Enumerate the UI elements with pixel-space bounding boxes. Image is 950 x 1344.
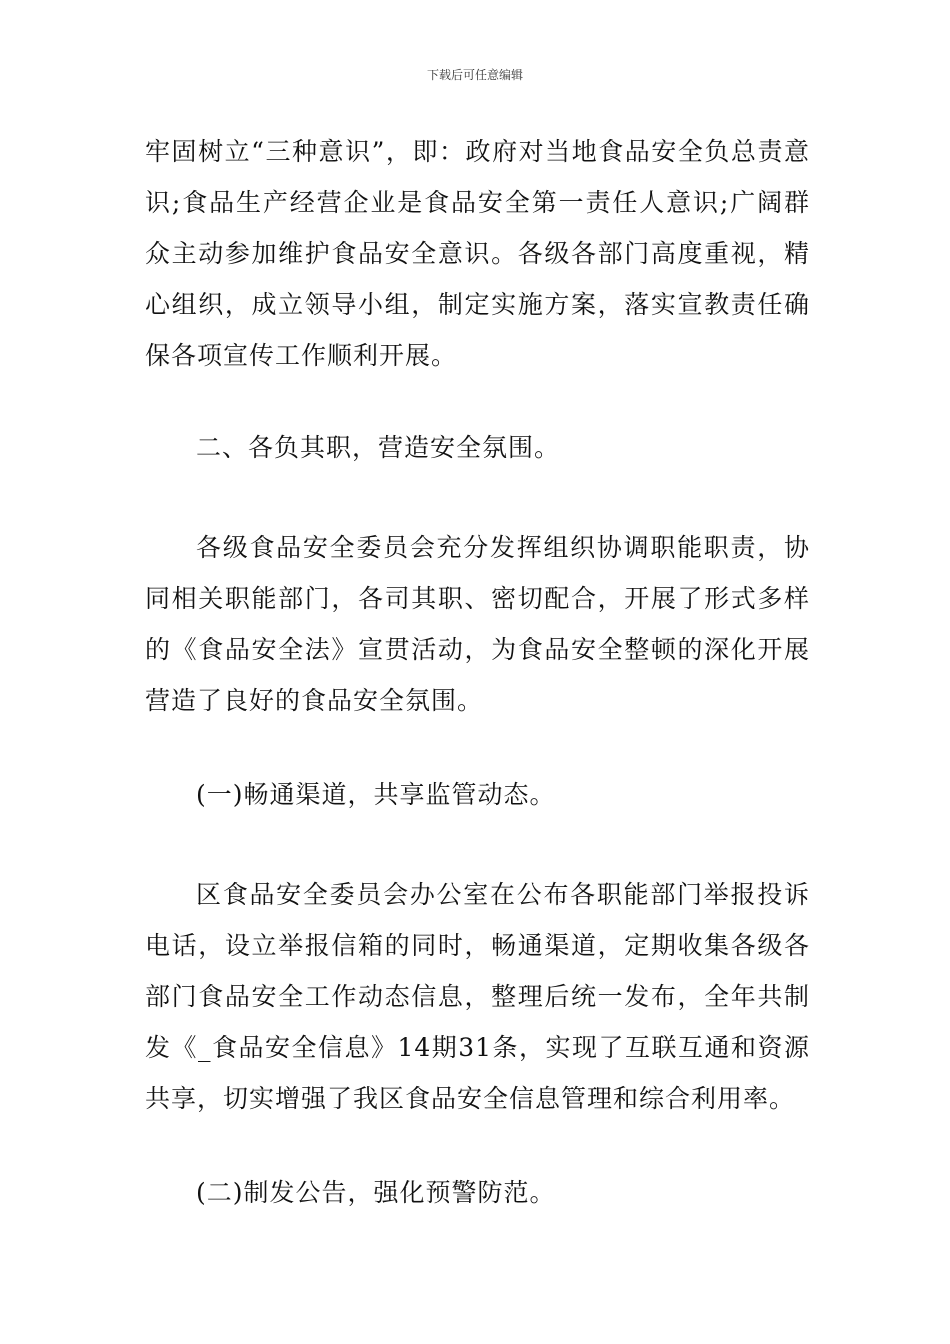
subsection-heading-one: (一)畅通渠道，共享监管动态。 <box>196 780 556 809</box>
paragraph-awareness: 牢固树立“三种意识”，即：政府对当地食品安全负总责意识;食品生产经营企业是食品安全第一责任人意识;广阔群众主动参加维护食品安全意识。各级各部门高度重视，精心组织，成立领导小组，制定实施方案，落实宣教责任确保各项宣传工作顺利开展。 <box>145 137 810 370</box>
subsection-heading-two: (二)制发公告，强化预警防范。 <box>196 1178 556 1207</box>
page-header: 下载后可任意编辑 <box>426 68 523 82</box>
section-heading-two: 二、各负其职，营造安全氛围。 <box>196 433 561 462</box>
paragraph-channels: 区食品安全委员会办公室在公布各职能部门举报投诉电话，设立举报信箱的同时，畅通渠道，定期收集各级各部门食品安全工作动态信息，整理后统一发布，全年共制发《_食品安全信息》14期31条，实现了互联互通和资源共享，切实增强了我区食品安全信息管理和综合利用率。 <box>145 880 810 1113</box>
paragraph-atmosphere: 各级食品安全委员会充分发挥组织协调职能职责，协同相关职能部门，各司其职、密切配合，开展了形式多样的《食品安全法》宣贯活动，为食品安全整顿的深化开展营造了良好的食品安全氛围。 <box>145 533 810 715</box>
